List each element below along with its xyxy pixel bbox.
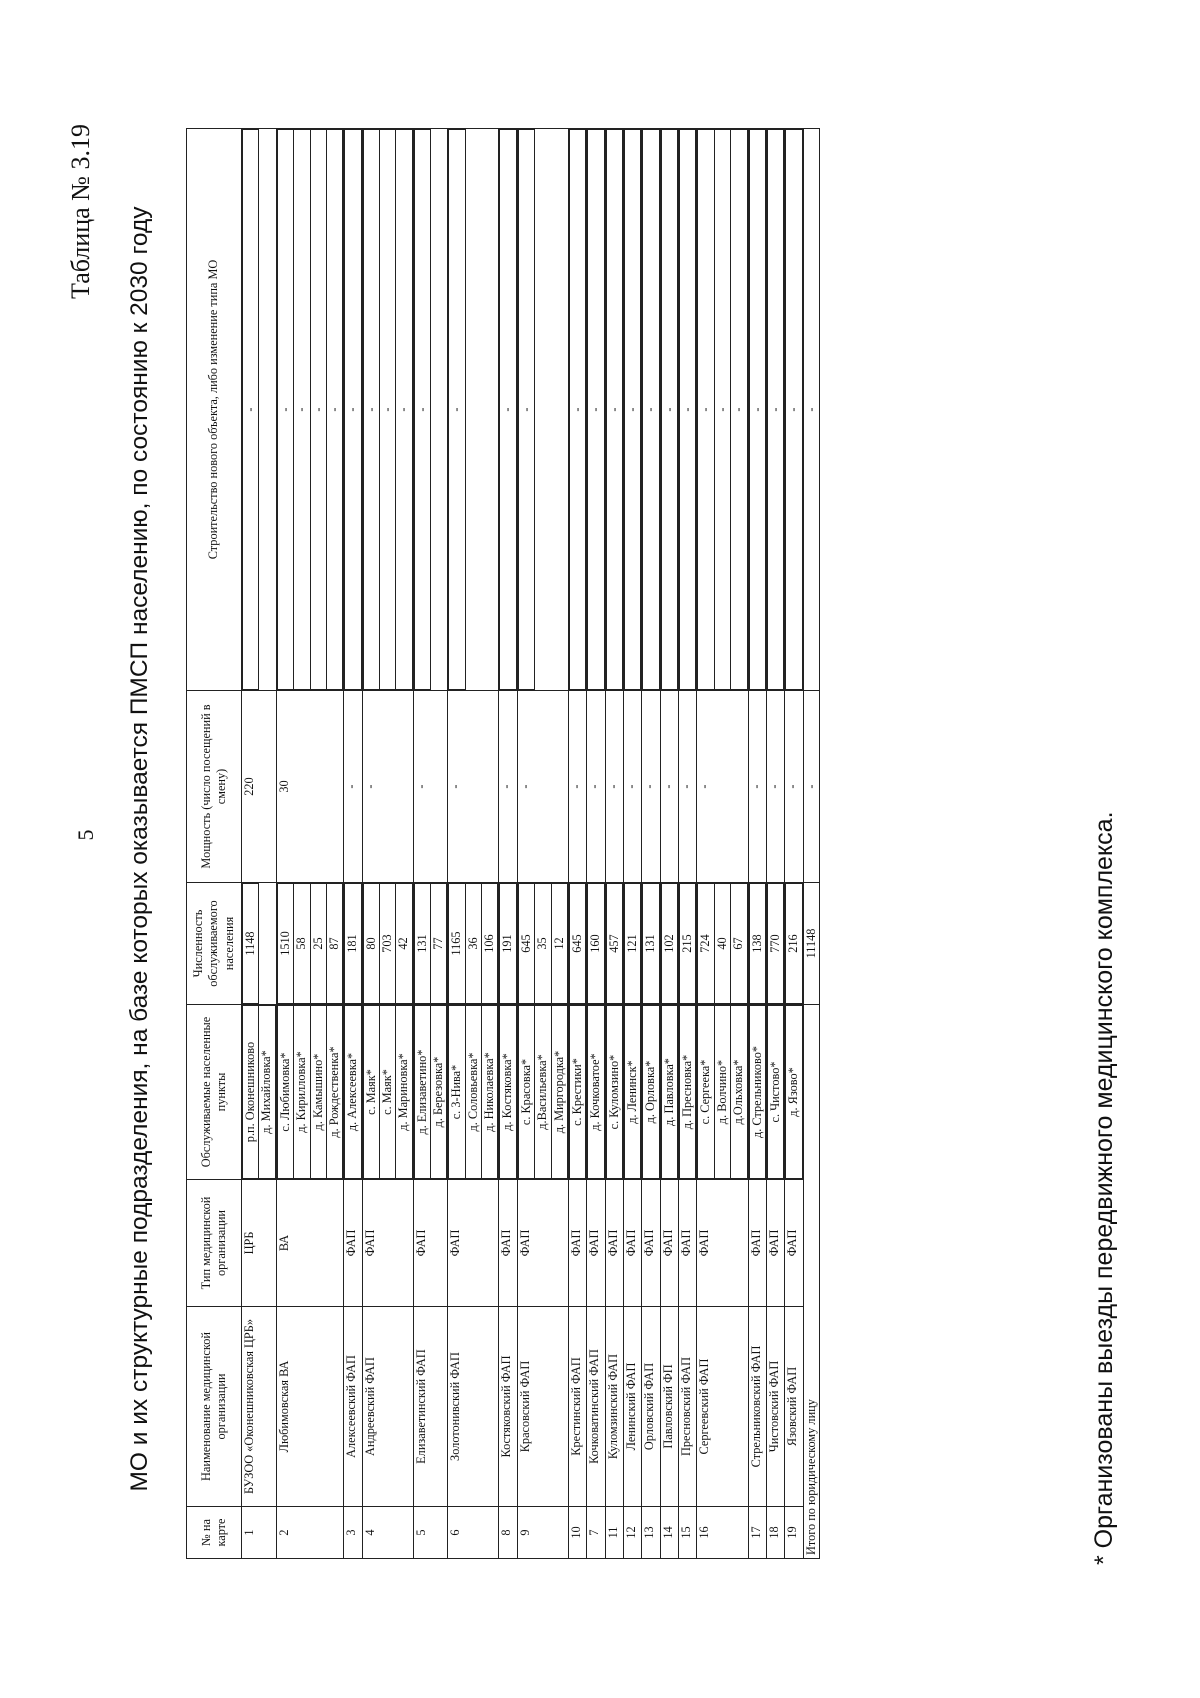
row-construction: - (661, 130, 677, 690)
row-num: 17 (748, 1507, 766, 1559)
row-population-cell (623, 883, 641, 1005)
row-population-cell (587, 883, 605, 1005)
row-org-type: ФАП (748, 1180, 766, 1307)
row-population-cell (517, 883, 568, 1005)
table-row (660, 129, 678, 1559)
row-point-cell (344, 1005, 362, 1180)
row-population: 80 (363, 884, 379, 1004)
row-num: 6 (448, 1507, 499, 1559)
row-org-name: Павловский ФП (660, 1307, 678, 1507)
table-row (499, 129, 517, 1559)
row-point: с. 3-Нива* (449, 1006, 465, 1179)
row-org-name: Костяковский ФАП (499, 1307, 517, 1507)
row-construction: - (767, 130, 783, 690)
row-org-type: ФАП (623, 1180, 641, 1307)
table-row (448, 129, 499, 1559)
row-num: 15 (679, 1507, 697, 1559)
row-point-cell (785, 1005, 803, 1180)
row-point: д. Елизаветино* (414, 1006, 430, 1179)
table-row (517, 129, 568, 1559)
row-org-name: Пресновский ФАП (679, 1307, 697, 1507)
table-row (242, 129, 277, 1559)
row-population-cell (642, 883, 660, 1005)
row-org-name: Любимовская ВА (276, 1307, 343, 1507)
table-row (623, 129, 641, 1559)
row-capacity: - (605, 691, 623, 883)
row-point: д. Николаевка* (482, 1006, 498, 1179)
row-org-name: Сергеевский ФАП (697, 1307, 748, 1507)
page-number: 5 (73, 829, 98, 841)
row-capacity: - (587, 691, 605, 883)
row-org-type: ФАП (448, 1180, 499, 1307)
row-num: 13 (642, 1507, 660, 1559)
row-point: с. Любимовка* (277, 1006, 293, 1179)
row-construction-cell (748, 129, 766, 691)
header-capacity: Мощность (число посещений в смену) (187, 691, 242, 883)
row-point-cell (587, 1005, 605, 1180)
row-point: д. Павловка* (661, 1006, 677, 1179)
row-population-cell (568, 883, 586, 1005)
row-point-cell (642, 1005, 660, 1180)
row-population-cell (605, 883, 623, 1005)
row-org-type: ФАП (642, 1180, 660, 1307)
row-population-cell (679, 883, 697, 1005)
facilities-table (186, 128, 820, 1559)
row-population: 645 (518, 884, 534, 1004)
row-capacity: - (413, 691, 448, 883)
header-type: Тип медицинской организации (187, 1180, 242, 1307)
row-point-cell (766, 1005, 784, 1180)
row-population: 106 (482, 884, 498, 1004)
row-point-cell (605, 1005, 623, 1180)
total-population: 11148 (803, 883, 819, 1005)
row-point: д. Пресновка* (680, 1006, 696, 1179)
row-org-type: ФАП (499, 1180, 517, 1307)
row-org-name: Орловский ФАП (642, 1307, 660, 1507)
row-construction-cell (344, 129, 362, 691)
row-construction-cell (587, 129, 605, 691)
row-capacity: - (568, 691, 586, 883)
total-label: Итого по юридическому лицу (803, 1005, 819, 1559)
row-point-cell (242, 1005, 277, 1180)
row-construction-cell (623, 129, 641, 691)
table-row (679, 129, 697, 1559)
row-point: д. Стрельниково* (749, 1006, 765, 1179)
row-population: 121 (624, 884, 640, 1004)
row-capacity: - (448, 691, 499, 883)
row-construction: - (243, 130, 259, 690)
table-number: Таблица № 3.19 (66, 124, 95, 300)
table-header-row (187, 129, 242, 1559)
row-org-type: ЦРБ (242, 1180, 277, 1307)
row-population: 703 (379, 884, 395, 1004)
row-org-type: ФАП (517, 1180, 568, 1307)
row-num: 16 (697, 1507, 748, 1559)
footnote: * Организованы выезды передвижного медицинского комплекса. (1090, 811, 1118, 1565)
row-num: 11 (605, 1507, 623, 1559)
row-point: д. Мариновка* (396, 1006, 412, 1179)
row-construction-cell (499, 129, 517, 691)
row-org-name: Куломзинский ФАП (605, 1307, 623, 1507)
row-population-cell (362, 883, 413, 1005)
row-org-type: ФАП (413, 1180, 448, 1307)
row-population-cell (660, 883, 678, 1005)
row-population-cell (413, 883, 448, 1005)
row-point: с. Сергеека* (698, 1006, 714, 1179)
row-construction-cell (568, 129, 586, 691)
row-capacity: - (766, 691, 784, 883)
row-point: д. Ленинск* (624, 1006, 640, 1179)
row-population: 131 (414, 884, 430, 1004)
row-point: д. Кочковатое* (588, 1006, 604, 1179)
row-construction-cell (766, 129, 784, 691)
row-construction: - (345, 130, 361, 690)
row-capacity: - (660, 691, 678, 883)
row-construction: - (786, 130, 802, 690)
row-population: 40 (714, 884, 730, 1004)
row-capacity: - (517, 691, 568, 883)
row-org-type: ВА (276, 1180, 343, 1307)
row-num: 1 (242, 1507, 277, 1559)
row-org-name: Андреевский ФАП (362, 1307, 413, 1507)
row-num: 8 (499, 1507, 517, 1559)
table-row (413, 129, 448, 1559)
row-point: д.Васильевка* (535, 1006, 551, 1179)
row-point-cell (679, 1005, 697, 1180)
row-population: 138 (749, 884, 765, 1004)
table-row (642, 129, 660, 1559)
row-point: д. Костяковка* (500, 1006, 516, 1179)
row-org-name: Язовский ФАП (785, 1307, 803, 1507)
total-row (803, 129, 819, 1559)
row-capacity: - (623, 691, 641, 883)
header-num: № на карте (187, 1507, 242, 1559)
table-row (748, 129, 766, 1559)
row-point: с. Чистово* (767, 1006, 783, 1179)
row-population: 1148 (243, 884, 259, 1004)
row-population: 770 (767, 884, 783, 1004)
row-org-type: ФАП (344, 1180, 362, 1307)
row-point-cell (362, 1005, 413, 1180)
row-org-type: ФАП (362, 1180, 413, 1307)
row-point-cell (499, 1005, 517, 1180)
row-num: 9 (517, 1507, 568, 1559)
row-point-cell (413, 1005, 448, 1180)
row-num: 3 (344, 1507, 362, 1559)
row-construction-cell (362, 129, 413, 691)
row-org-name: Елизаветинский ФАП (413, 1307, 448, 1507)
row-point: д. Волчино* (714, 1006, 730, 1179)
row-org-name: Золотонивский ФАП (448, 1307, 499, 1507)
rotated-page-content (50, 69, 1150, 1629)
row-population: 87 (326, 884, 342, 1004)
table-row (587, 129, 605, 1559)
row-construction: - (277, 130, 293, 690)
row-org-name: Ленинский ФАП (623, 1307, 641, 1507)
row-point: д. Михайловка* (259, 1006, 275, 1179)
row-org-name: Кочковатинский ФАП (587, 1307, 605, 1507)
row-org-type: ФАП (587, 1180, 605, 1307)
row-point: с. Маяк* (363, 1006, 379, 1179)
row-capacity: 30 (276, 691, 343, 883)
row-org-name: Крестинский ФАП (568, 1307, 586, 1507)
row-population: 36 (465, 884, 481, 1004)
row-population: 58 (294, 884, 310, 1004)
row-point-cell (448, 1005, 499, 1180)
row-num: 12 (623, 1507, 641, 1559)
row-org-name: Алексеевский ФАП (344, 1307, 362, 1507)
row-population: 1510 (277, 884, 293, 1004)
header-population: Численность обслуживаемого населения (187, 883, 242, 1005)
row-construction: - (698, 130, 714, 690)
row-point: с. Куломзино* (606, 1006, 622, 1179)
row-population: 1165 (449, 884, 465, 1004)
row-point: д. Рождественка* (326, 1006, 342, 1179)
row-construction: - (731, 130, 747, 690)
row-construction-cell (642, 129, 660, 691)
row-construction: - (518, 130, 534, 690)
row-construction: - (624, 130, 640, 690)
row-point: д.Ольховка* (731, 1006, 747, 1179)
row-org-type: ФАП (679, 1180, 697, 1307)
row-capacity: - (499, 691, 517, 883)
row-num: 5 (413, 1507, 448, 1559)
row-point: д. Алексеевка* (345, 1006, 361, 1179)
row-population: 191 (500, 884, 516, 1004)
row-construction-cell (242, 129, 277, 691)
row-population: 131 (643, 884, 659, 1004)
row-capacity: - (642, 691, 660, 883)
row-num: 10 (568, 1507, 586, 1559)
row-construction-cell (785, 129, 803, 691)
row-point-cell (660, 1005, 678, 1180)
row-construction-cell (679, 129, 697, 691)
row-org-type: ФАП (568, 1180, 586, 1307)
row-construction: - (449, 130, 465, 690)
row-num: 19 (785, 1507, 803, 1559)
row-org-type: ФАП (605, 1180, 623, 1307)
table-row (362, 129, 413, 1559)
row-population-cell (242, 883, 277, 1005)
row-population: 42 (396, 884, 412, 1004)
row-num: 14 (660, 1507, 678, 1559)
row-point: с. Маяк* (379, 1006, 395, 1179)
row-org-name: БУЗОО «Оконешниковская ЦРБ» (242, 1307, 277, 1507)
row-point-cell (517, 1005, 568, 1180)
row-population: 457 (606, 884, 622, 1004)
row-org-name: Красовский ФАП (517, 1307, 568, 1507)
total-construction: - (803, 129, 819, 691)
row-construction: - (606, 130, 622, 690)
row-capacity: - (697, 691, 748, 883)
row-construction: - (414, 130, 430, 690)
row-population: 35 (535, 884, 551, 1004)
row-population-cell (785, 883, 803, 1005)
row-construction-cell (517, 129, 568, 691)
row-population: 724 (698, 884, 714, 1004)
row-point-cell (697, 1005, 748, 1180)
row-construction: - (714, 130, 730, 690)
header-points: Обслуживаемые населенные пункты (187, 1005, 242, 1180)
row-point-cell (748, 1005, 766, 1180)
total-capacity: - (803, 691, 819, 883)
row-num: 7 (587, 1507, 605, 1559)
row-construction: - (310, 130, 326, 690)
row-construction: - (379, 130, 395, 690)
row-construction: - (326, 130, 342, 690)
row-population-cell (697, 883, 748, 1005)
row-construction: - (569, 130, 585, 690)
row-population: 645 (569, 884, 585, 1004)
row-population: 12 (551, 884, 567, 1004)
row-population-cell (276, 883, 343, 1005)
table-row (766, 129, 784, 1559)
row-construction-cell (660, 129, 678, 691)
row-construction-cell (276, 129, 343, 691)
row-org-type: ФАП (697, 1180, 748, 1307)
row-construction-cell (605, 129, 623, 691)
row-population-cell (499, 883, 517, 1005)
table-row (785, 129, 803, 1559)
row-capacity: 220 (242, 691, 277, 883)
row-construction: - (680, 130, 696, 690)
row-population-cell (344, 883, 362, 1005)
row-num: 18 (766, 1507, 784, 1559)
row-point: с. Крестики* (569, 1006, 585, 1179)
row-point: д. Соловьевка* (465, 1006, 481, 1179)
row-construction-cell (448, 129, 499, 691)
row-point: д. Миргородка* (551, 1006, 567, 1179)
table-row (697, 129, 748, 1559)
row-construction-cell (413, 129, 448, 691)
row-construction: - (643, 130, 659, 690)
row-point: д. Березовка* (431, 1006, 447, 1179)
row-capacity: - (785, 691, 803, 883)
row-point-cell (568, 1005, 586, 1180)
row-population: 67 (731, 884, 747, 1004)
row-population-cell (748, 883, 766, 1005)
row-org-type: ФАП (766, 1180, 784, 1307)
row-population: 216 (786, 884, 802, 1004)
header-construction: Строительство нового объекта, либо изменение типа МО (187, 129, 242, 691)
table-row (276, 129, 343, 1559)
row-capacity: - (748, 691, 766, 883)
row-org-name: Чистовский ФАП (766, 1307, 784, 1507)
row-population-cell (766, 883, 784, 1005)
table-title: МО и их структурные подразделения, на базе которых оказывается ПМСП населению, по состоянию к 2030 году (126, 206, 153, 1492)
row-construction: - (396, 130, 412, 690)
row-construction: - (294, 130, 310, 690)
row-construction-cell (697, 129, 748, 691)
row-point: д. Язово* (786, 1006, 802, 1179)
row-population: 25 (310, 884, 326, 1004)
row-point: д. Кирилловка* (294, 1006, 310, 1179)
row-num: 4 (362, 1507, 413, 1559)
row-point-cell (276, 1005, 343, 1180)
row-population: 102 (661, 884, 677, 1004)
table-row (605, 129, 623, 1559)
row-population: 160 (588, 884, 604, 1004)
row-construction: - (749, 130, 765, 690)
row-point-cell (623, 1005, 641, 1180)
row-num: 2 (276, 1507, 343, 1559)
row-construction: - (363, 130, 379, 690)
row-population-cell (448, 883, 499, 1005)
row-population: 77 (431, 884, 447, 1004)
row-point: р.п. Оконешниково (243, 1006, 259, 1179)
row-capacity: - (362, 691, 413, 883)
header-name: Наименование медицинской организации (187, 1307, 242, 1507)
table-row (344, 129, 362, 1559)
row-org-type: ФАП (785, 1180, 803, 1307)
row-population: 215 (680, 884, 696, 1004)
row-population: 181 (345, 884, 361, 1004)
table-row (568, 129, 586, 1559)
row-org-type: ФАП (660, 1180, 678, 1307)
row-org-name: Стрельниковский ФАП (748, 1307, 766, 1507)
row-capacity: - (679, 691, 697, 883)
row-capacity: - (344, 691, 362, 883)
row-point: д. Орловка* (643, 1006, 659, 1179)
row-construction: - (588, 130, 604, 690)
row-point: д. Камышино* (310, 1006, 326, 1179)
row-construction: - (500, 130, 516, 690)
row-point: с. Красовка* (518, 1006, 534, 1179)
